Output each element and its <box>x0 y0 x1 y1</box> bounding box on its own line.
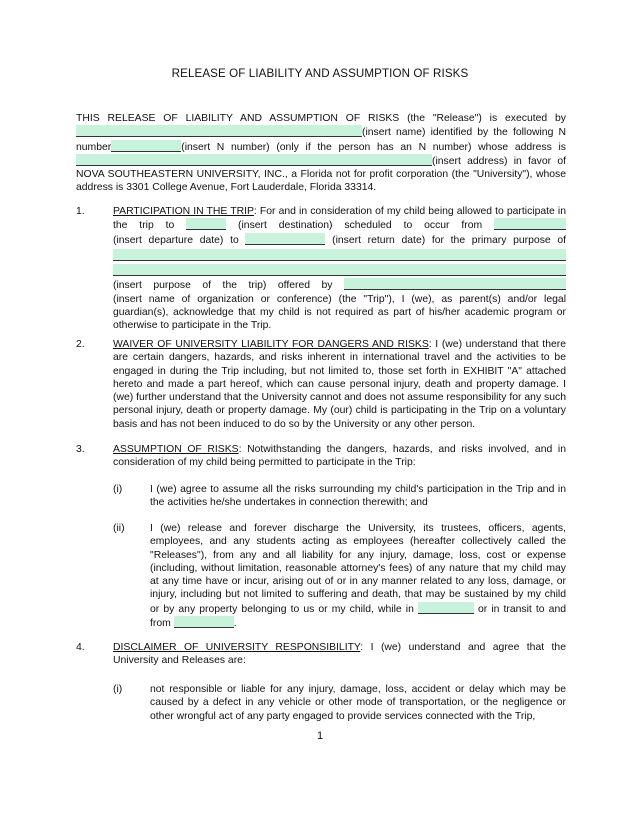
section-4-heading: DISCLAIMER OF UNIVERSITY RESPONSIBILITY <box>113 642 361 653</box>
s1-text-a: : For and in consideration of my child being allowed to participate in the trip to <box>113 206 566 232</box>
section-3-i-paragraph: I (we) agree to assume all the risks surrounding my child's participation in the Trip and in the activities he/she undertakes in connection therewith; and <box>150 484 566 509</box>
intro-line-3 <box>76 140 566 154</box>
section-3-paragraph <box>113 443 566 470</box>
s1-line-4 <box>113 249 566 263</box>
s1-text-c: (insert departure date) to <box>113 234 239 246</box>
purpose-field-1[interactable] <box>113 249 566 261</box>
section-2-paragraph <box>113 338 566 431</box>
purpose-field-2[interactable] <box>113 264 566 276</box>
location-field[interactable] <box>418 602 474 614</box>
section-4-body: : I (we) understand and agree that the University and Releases are: <box>113 642 566 667</box>
section-3-ii-paragraph <box>150 522 566 630</box>
section-1-paragraph <box>113 205 566 333</box>
s1-line-1 <box>113 205 566 233</box>
s1-text-e: (insert purpose of the trip) offered by <box>113 280 333 292</box>
intro-text-3: number <box>76 141 112 153</box>
section-4-number: 4. <box>76 642 85 653</box>
organization-field[interactable] <box>344 278 566 290</box>
address-field[interactable] <box>76 154 432 166</box>
s1-text-b: (insert destination) scheduled to occur from <box>238 220 483 232</box>
section-3-ii-mid: or in transit to and from <box>150 603 566 630</box>
section-4-i-paragraph: not responsible or liable for any injury, damage, loss, accident or delay which may be caused by a defect in any vehicle or other mode of transportation, or the negligence or other wrongful act of any party engaged to provide services connected with the Trip, <box>150 684 566 722</box>
s1-line-7 <box>113 293 566 333</box>
section-2-number: 2. <box>76 339 85 350</box>
section-3-number: 3. <box>76 444 85 455</box>
intro-paragraph <box>76 112 566 195</box>
document-title: RELEASE OF LIABILITY AND ASSUMPTION OF RISKS <box>171 67 469 80</box>
intro-text-4: (insert N number) (only if the person has an N number) whose address is <box>181 141 566 153</box>
section-4-paragraph <box>113 641 566 668</box>
s1-line-5 <box>113 264 566 278</box>
section-3-ii-body: I (we) release and forever discharge the University, its trustees, officers, agents, employees, and any students acting as employees (hereafter collectively called the "Releases"), from any and all liability for any injury, damage, loss, cost or expense (including, without limitation, reasonable attorney's fees) of any nature that my child may at any time have or incur, arising out of or in any manner related to any loss, damage, or injury, including but not limited to suffering and death, that may be sustained by my child or by any property belonging to us or my child, while in <box>150 523 566 615</box>
section-3-ii-end: . <box>233 618 237 630</box>
section-2-heading: WAIVER OF UNIVERSITY LIABILITY FOR DANGERS AND RISKS <box>113 339 429 350</box>
intro-text-6: NOVA SOUTHEASTERN UNIVERSITY, INC., a Florida not for profit corporation (the "University"), whose address is 3301 College Avenue, Fort Lauderdale, Florida 33314. <box>76 169 566 194</box>
intro-text-2: (insert name) identified by the following N <box>362 127 566 139</box>
s1-line-3 <box>113 233 566 247</box>
intro-line-2 <box>76 125 566 139</box>
return-date-field[interactable] <box>245 233 325 245</box>
transit-location-field[interactable] <box>174 616 234 628</box>
section-3-body: : Notwithstanding the dangers, hazards, and risks involved, and in consideration of my child being permitted to participate in the Trip: <box>113 444 566 469</box>
intro-line-1 <box>76 112 566 125</box>
s1-line-6 <box>113 278 566 292</box>
section-3-ii-number: (ii) <box>113 523 125 534</box>
section-3-heading: ASSUMPTION OF RISKS <box>113 444 239 455</box>
name-field[interactable] <box>76 125 362 137</box>
section-1-heading: PARTICIPATION IN THE TRIP <box>113 206 254 217</box>
s1-text-f: (insert name of organization or conference) (the "Trip"), I (we), as parent(s) and/or legal guardian(s), acknowledge that my child is not required as part of his/her academic program or otherwise to participate in the Trip. <box>113 293 566 332</box>
section-3-i-number: (i) <box>113 484 123 495</box>
n-number-field[interactable] <box>111 140 181 152</box>
section-2-body: : I (we) understand that there are certain dangers, hazards, and risks inherent in international travel and the activities to be engaged in during the Trip including, but not limited to, those set forth in EXHIBIT "A" attached hereto and made a part hereof, which can cause personal injury, death and property damage. I (we) further understand that the University cannot and does not assume responsibility for any such personal injury, death or property damage. My (our) child is participating in the Trip on a voluntary basis and has not been induced to do so by the University or any other person. <box>113 339 566 430</box>
s1-text-d: (insert return date) for the primary purpose of <box>332 234 567 246</box>
destination-field[interactable] <box>186 218 226 230</box>
intro-line-4 <box>76 154 566 168</box>
departure-date-field[interactable] <box>494 218 566 230</box>
intro-text-5: (insert address) in favor of <box>432 155 566 167</box>
section-1-number: 1. <box>76 206 85 217</box>
section-4-i-number: (i) <box>113 684 123 695</box>
intro-line-5 <box>76 168 566 195</box>
intro-text-1: THIS RELEASE OF LIABILITY AND ASSUMPTION OF RISKS (the "Release") is executed by <box>76 113 566 124</box>
page-number: 1 <box>316 730 324 742</box>
